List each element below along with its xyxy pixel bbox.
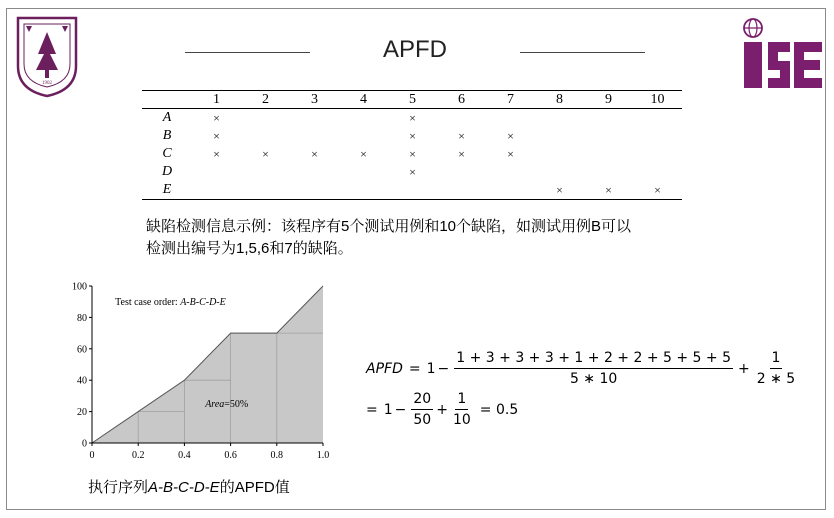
table-cell — [584, 127, 633, 145]
line2-fraction-2-denominator: 10 — [452, 412, 471, 428]
table-cell: × — [213, 146, 220, 161]
table-cell — [339, 109, 388, 128]
table-cell: × — [213, 128, 220, 143]
line2-fraction-1-numerator: 20 — [411, 391, 433, 410]
x-tick-label: 1.0 — [316, 450, 330, 461]
x-tick-label: 0.2 — [131, 450, 145, 461]
chart-annotation-order: Test case order: A-B-C-D-E — [115, 296, 226, 308]
formula-line2-plus: + — [436, 401, 448, 418]
table-column-header: 1 — [192, 91, 241, 109]
table-cell — [437, 163, 486, 181]
table-cell — [535, 127, 584, 145]
test-case-label: B — [162, 128, 172, 143]
line2-fraction-2-numerator: 1 — [455, 391, 468, 410]
table-cell — [192, 163, 241, 181]
table-cell: × — [262, 146, 269, 161]
table-column-header: 10 — [633, 91, 682, 109]
table-cell — [241, 181, 290, 200]
formula-fraction-1 — [454, 350, 733, 387]
table-cell — [241, 127, 290, 145]
x-tick-label: 0.6 — [224, 450, 237, 461]
table-cell — [584, 163, 633, 181]
table-cell — [339, 127, 388, 145]
description-line-2: 检测出编号为1,5,6和7的缺陷。 — [146, 240, 353, 257]
table-row — [142, 181, 682, 200]
fraction-1-numerator: 1 + 3 + 3 + 3 + 1 + 2 + 2 + 5 + 5 + 5 — [454, 350, 733, 369]
table-cell: × — [584, 181, 633, 200]
table-cell — [633, 163, 682, 181]
table-cell — [437, 181, 486, 200]
table-column-header: 3 — [290, 91, 339, 109]
fraction-2-numerator: 1 — [770, 350, 783, 369]
fault-matrix-table — [142, 90, 682, 200]
x-tick-label: 0.8 — [270, 450, 284, 461]
table-column-header: 2 — [241, 91, 290, 109]
table-cell — [535, 145, 584, 163]
table-cell — [290, 109, 339, 128]
formula-lhs: APFD — [366, 360, 403, 377]
y-tick-label: 20 — [77, 407, 87, 419]
table-cell: × — [213, 110, 220, 125]
table-cell — [241, 109, 290, 128]
table-row — [142, 127, 682, 145]
table-cell — [584, 145, 633, 163]
test-case-label: A — [162, 110, 172, 125]
y-tick-label: 80 — [77, 312, 87, 324]
formula-line2-fraction-1 — [411, 391, 433, 428]
apfd-area-chart — [62, 274, 342, 470]
table-column-header: 4 — [339, 91, 388, 109]
formula-one: 1 — [426, 360, 436, 377]
table-cell — [437, 109, 486, 128]
y-tick-label: 40 — [77, 375, 87, 387]
formula-line-1 — [366, 350, 800, 387]
table-column-header: 7 — [486, 91, 535, 109]
caption-sequence: A-B-C-D-E — [148, 479, 220, 496]
table-row — [142, 163, 682, 181]
caption-suffix: 的APFD值 — [219, 479, 290, 496]
table-column-header: 9 — [584, 91, 633, 109]
table-cell — [241, 163, 290, 181]
apfd-formula — [366, 350, 800, 428]
table-cell — [192, 181, 241, 200]
table-column-header: 5 — [388, 91, 437, 109]
table-cell — [486, 163, 535, 181]
table-cell — [339, 163, 388, 181]
chart-caption — [88, 476, 290, 497]
line2-fraction-1-denominator: 50 — [413, 412, 432, 428]
x-tick-label: 0 — [89, 450, 95, 461]
table-cell: × — [409, 110, 416, 125]
test-case-label: C — [162, 146, 172, 161]
table-column-header: 8 — [535, 91, 584, 109]
table-cell — [486, 181, 535, 200]
table-column-header: 6 — [437, 91, 486, 109]
table-cell: × — [507, 146, 514, 161]
table-cell — [535, 163, 584, 181]
y-tick-label: 100 — [72, 281, 87, 293]
table-cell: × — [458, 146, 465, 161]
chart-annotation-area: Area=50% — [205, 398, 249, 410]
table-cell — [290, 181, 339, 200]
table-header-row — [142, 91, 682, 109]
table-cell — [633, 145, 682, 163]
formula-line2-equals: = — [366, 401, 378, 418]
description-line-1: 缺陷检测信息示例：该程序有5个测试用例和10个缺陷，如测试用例B可以 — [146, 218, 632, 235]
ise-logo — [740, 18, 824, 90]
table-cell: × — [535, 181, 584, 200]
table-row — [142, 145, 682, 163]
table-cell — [339, 181, 388, 200]
table-cell — [535, 109, 584, 128]
table-cell: × — [409, 128, 416, 143]
table-cell — [633, 109, 682, 128]
formula-line2-minus: − — [394, 401, 407, 418]
table-cell: × — [458, 128, 465, 143]
title-rule-right — [520, 52, 645, 53]
table-cell: × — [409, 146, 416, 161]
table-row — [142, 109, 682, 128]
table-cell — [290, 127, 339, 145]
formula-line2-fraction-2 — [451, 391, 473, 428]
formula-result: = 0.5 — [479, 401, 519, 418]
formula-fraction-2 — [755, 350, 797, 387]
table-cell: × — [311, 146, 318, 161]
x-tick-label: 0.4 — [178, 450, 191, 461]
formula-equals: = — [408, 360, 421, 377]
title-area — [185, 36, 645, 66]
description-text — [146, 216, 706, 260]
y-tick-label: 0 — [82, 438, 87, 450]
formula-plus: + — [738, 360, 750, 377]
formula-line2-one: 1 — [383, 401, 393, 418]
table-cell — [633, 127, 682, 145]
caption-prefix: 执行序列 — [88, 479, 149, 496]
slide-title: APFD — [382, 36, 447, 63]
formula-line-2 — [366, 391, 800, 428]
table-cell — [486, 109, 535, 128]
table-cell: × — [360, 146, 367, 161]
table-cell: × — [409, 164, 416, 179]
test-case-label: D — [161, 164, 173, 179]
nanjing-university-seal — [14, 14, 80, 98]
y-tick-label: 60 — [77, 344, 87, 356]
fraction-1-denominator: 5 ∗ 10 — [569, 371, 618, 387]
formula-minus: − — [437, 360, 450, 377]
test-case-label: E — [142, 181, 192, 200]
table-cell: × — [507, 128, 514, 143]
fraction-2-denominator: 2 ∗ 5 — [756, 371, 796, 387]
table-cell — [584, 109, 633, 128]
svg-text:1902: 1902 — [42, 81, 52, 86]
table-corner — [142, 91, 192, 109]
table-cell: × — [633, 181, 682, 200]
table-cell — [290, 163, 339, 181]
table-cell — [388, 181, 437, 200]
